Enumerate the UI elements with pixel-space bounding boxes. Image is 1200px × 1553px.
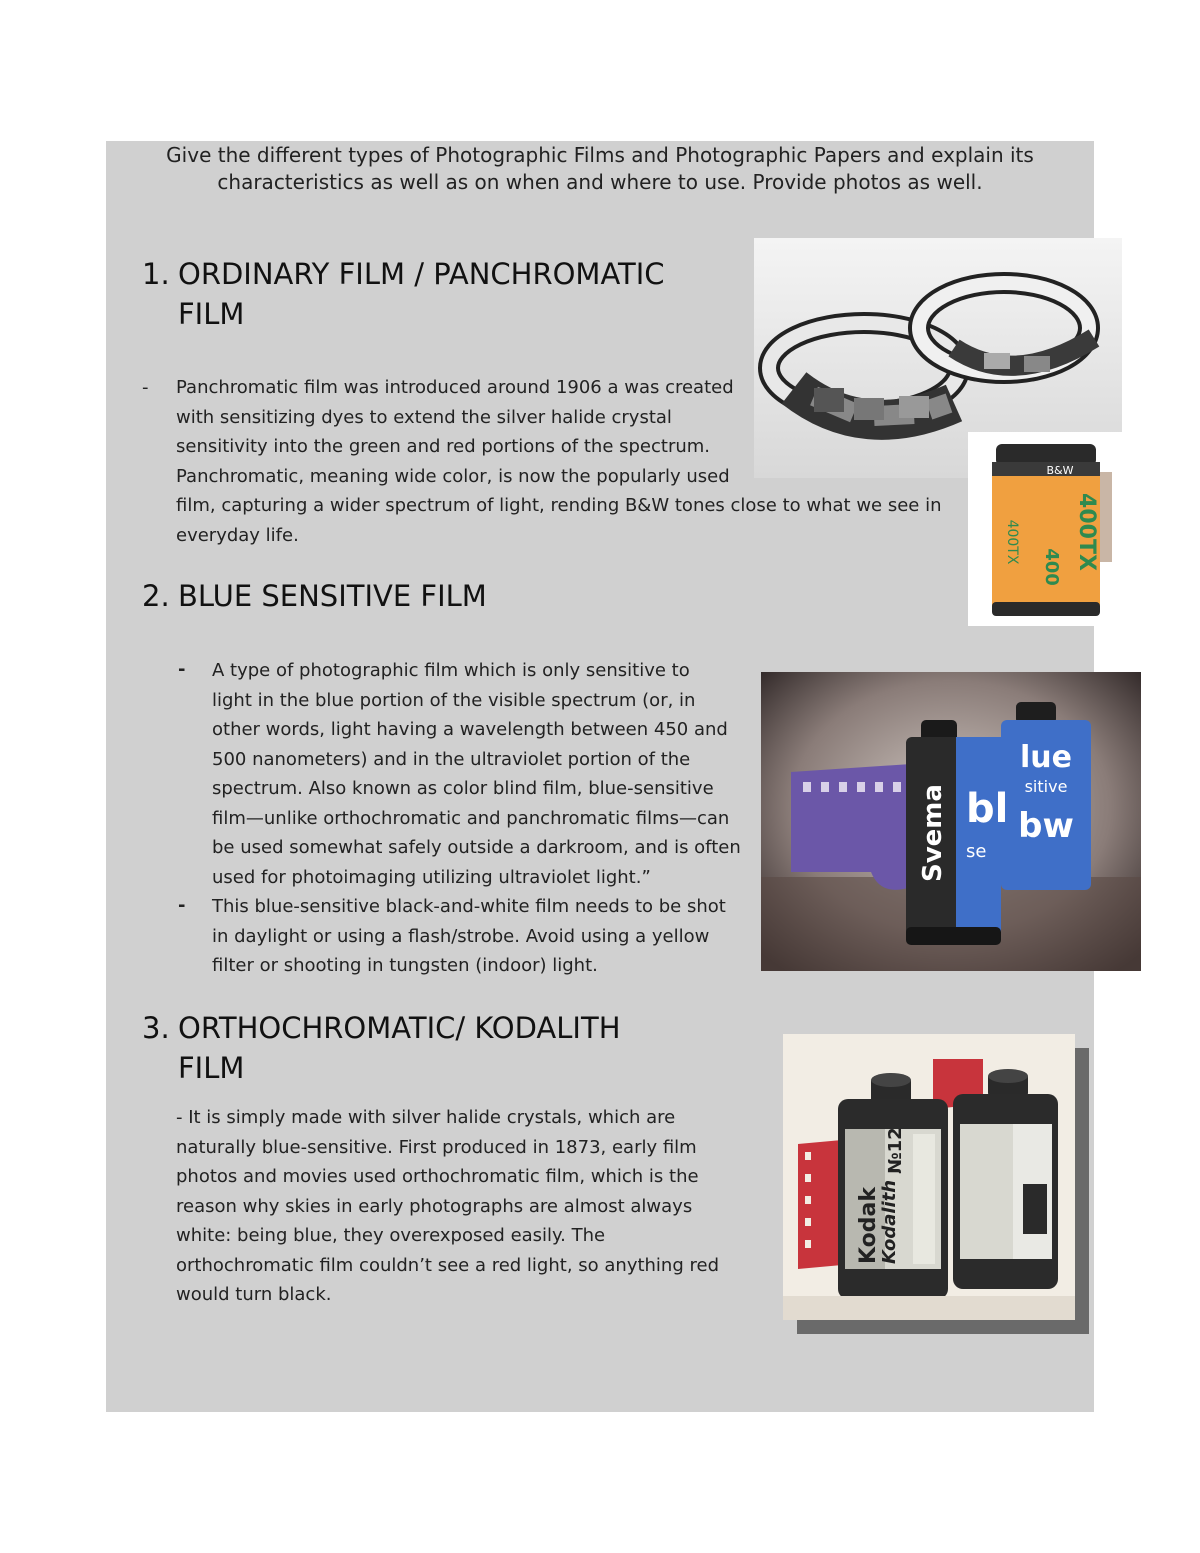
section-title-line-1: ORDINARY FILM / PANCHROMATIC [178, 257, 665, 291]
body-line: A type of photographic film which is only sensitive to [212, 660, 690, 681]
body-line: with sensitizing dyes to extend the silver halide crystal [176, 406, 672, 428]
svg-text:lue: lue [1020, 740, 1072, 775]
kodalith-code: №12 [885, 1127, 906, 1174]
section-2-heading [142, 576, 642, 616]
svema-brand: Svema [918, 784, 948, 882]
body-line: 500 nanometers) and in the ultraviolet portion of the [212, 748, 691, 770]
body-line: be used somewhat safely outside a darkroom, and is often [212, 837, 741, 858]
body-line: film—unlike orthochromatic and panchromatic films—can [212, 807, 730, 829]
body-line: This blue-sensitive black-and-white film needs to be shot [212, 896, 726, 917]
body-line: Panchromatic, meaning wide color, is now the popularly used [176, 465, 730, 487]
canister-model: 400TX [1074, 493, 1099, 571]
intro-line-1: Give the different types of Photographic Films and Photographic Papers and explain its [166, 143, 1034, 167]
canister-model-small: 400TX [1004, 519, 1020, 565]
section-number: 3. [142, 1011, 170, 1045]
section-3-heading [142, 1008, 742, 1088]
section-2-body-a [212, 656, 757, 892]
bullet-dash: - [178, 895, 186, 916]
body-line: filter or shooting in tungsten (indoor) light. [212, 955, 598, 976]
section-title-line-1: BLUE SENSITIVE FILM [178, 579, 487, 613]
svg-text:sitive: sitive [1024, 777, 1068, 796]
body-line: white: being blue, they overexposed easily. The [176, 1225, 606, 1246]
body-line: reason why skies in early photographs are almost always [176, 1195, 693, 1217]
body-line: film, capturing a wider spectrum of light, rending B&W tones close to what we see in [176, 495, 942, 516]
body-line: in daylight or using a flash/strobe. Avoid using a yellow [212, 925, 710, 947]
bullet-dash: - [142, 377, 149, 398]
svg-text:bl: bl [966, 786, 1009, 832]
bullet-dash: - [178, 659, 186, 680]
body-line: sensitivity into the green and red portions of the spectrum. [176, 436, 711, 457]
body-line: Panchromatic film was introduced around 1906 a was created [176, 377, 734, 398]
body-line: orthochromatic film couldn’t see a red light, so anything red [176, 1254, 719, 1276]
section-title-line-1: ORTHOCHROMATIC/ KODALITH [178, 1011, 621, 1045]
svema-film-photo [761, 672, 1141, 971]
body-line: - It is simply made with silver halide crystals, which are [176, 1107, 676, 1128]
svg-text:se: se [966, 841, 987, 862]
body-line: spectrum. Also known as color blind film, blue-sensitive [212, 778, 714, 799]
body-line: used for photoimaging utilizing ultraviolet light.” [212, 866, 651, 888]
canister-iso: 400 [1041, 548, 1062, 586]
kodalith-brand: Kodak [856, 1187, 881, 1264]
section-title-line-2: FILM [178, 297, 245, 331]
section-3-body [176, 1103, 756, 1310]
section-number: 2. [142, 579, 170, 613]
svg-text:bw: bw [1018, 806, 1074, 846]
kodalith-product: Kodalith [879, 1179, 900, 1264]
kodalith-film-photo [783, 1034, 1075, 1320]
intro-prompt [106, 141, 1094, 196]
section-2-body-b [212, 892, 757, 981]
canister-brand: B&W [1046, 464, 1074, 477]
section-number: 1. [142, 257, 170, 291]
body-line: everyday life. [176, 524, 299, 546]
body-line: photos and movies used orthochromatic film, which is the [176, 1166, 699, 1187]
intro-line-2: characteristics as well as on when and where to use. Provide photos as well. [217, 170, 983, 194]
400tx-canister-photo [968, 432, 1130, 626]
body-line: other words, light having a wavelength between 450 and [212, 719, 728, 740]
body-line: would turn black. [176, 1284, 332, 1305]
body-line: light in the blue portion of the visible spectrum (or, in [212, 689, 696, 711]
body-line: naturally blue-sensitive. First produced in 1873, early film [176, 1136, 697, 1158]
section-1-heading [142, 254, 742, 334]
section-title-line-2: FILM [178, 1051, 245, 1085]
